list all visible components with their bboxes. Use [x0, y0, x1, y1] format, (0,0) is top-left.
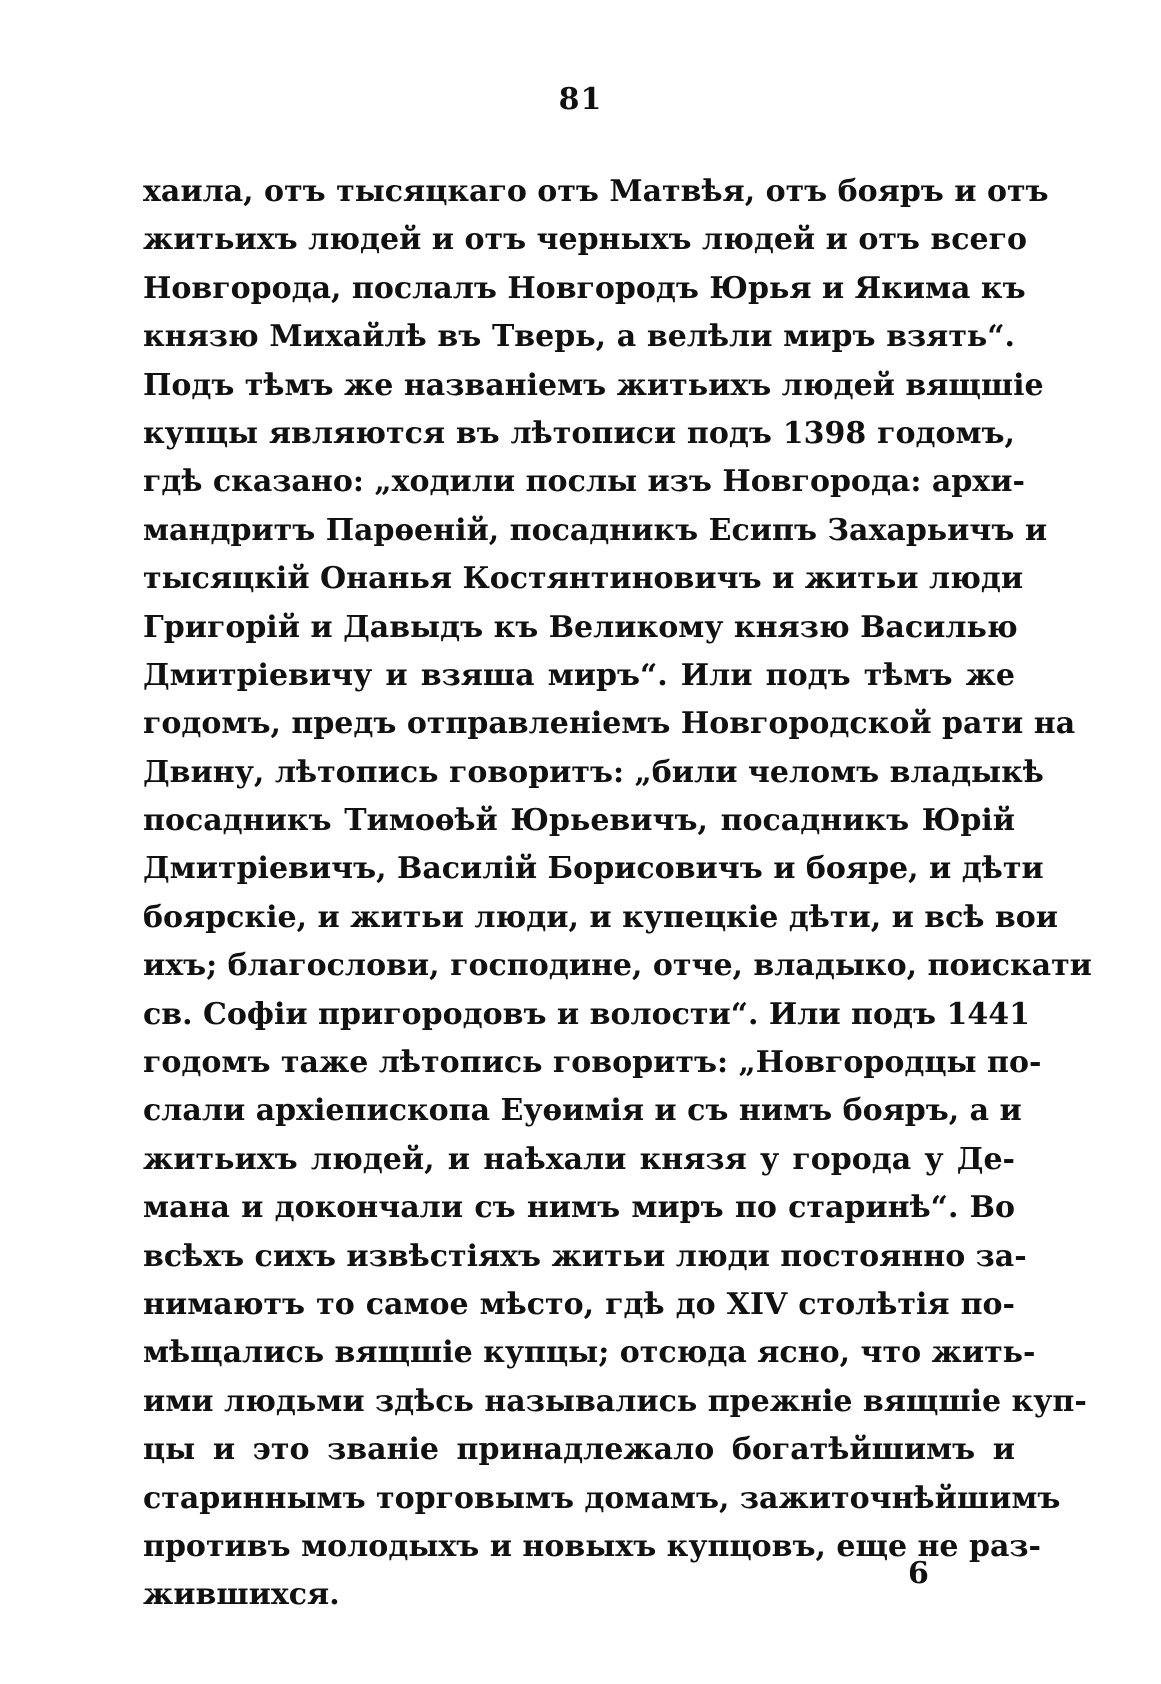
text-line: ими людьми здѣсь назывались прежніе вящшіе куп-	[143, 1383, 1087, 1419]
text-line: хаила, отъ тысяцкаго отъ Матвѣя, отъ бояръ и отъ	[143, 174, 1049, 209]
text-line: боярскіе, и житьи люди, и купецкіе дѣти, и всѣ вои	[143, 899, 1059, 935]
text-line: Двину, лѣтопись говоритъ: „били челомъ владыкѣ	[143, 754, 1044, 790]
text-line: мѣщались вящшіе купцы; отсюда ясно, что жить-	[143, 1335, 1036, 1371]
text-line: мана и докончали съ нимъ миръ по старинѣ“. Во	[143, 1190, 1015, 1226]
text-line: св. Софіи пригородовъ и волости“. Или подъ 1441	[143, 996, 1030, 1032]
text-line: Дмитріевичъ, Василій Борисовичъ и бояре, и дѣти	[143, 851, 1044, 887]
text-line: стариннымъ торговымъ домамъ, зажиточнѣйшимъ	[143, 1480, 1061, 1516]
text-line: жившихся.	[143, 1577, 340, 1613]
text-line: посадникъ Тимоѳѣй Юрьевичъ, посадникъ Юрій	[143, 803, 1015, 839]
text-line: противъ молодыхъ и новыхъ купцовъ, еще не раз-	[143, 1528, 1041, 1564]
text-line: князю Михайлѣ въ Тверь, а велѣли миръ взять“.	[143, 319, 1015, 355]
text-line: Новгорода, послалъ Новгородъ Юрья и Якима къ	[143, 270, 1026, 306]
signature-mark: 6	[908, 1556, 929, 1591]
body-text	[143, 168, 1092, 1620]
page-number: 81	[558, 82, 603, 117]
text-line: цы и это званіе принадлежало богатѣйшимъ и	[143, 1432, 1015, 1468]
text-line: нимаютъ то самое мѣсто, гдѣ до XIV столѣтія по-	[143, 1286, 1015, 1322]
text-line: Григорій и Давыдъ къ Великому князю Василью	[143, 609, 1018, 645]
text-line: тысяцкій Онанья Костянтиновичъ и житьи люди	[143, 561, 1024, 597]
text-line: купцы являются въ лѣтописи подъ 1398 годомъ,	[143, 415, 1015, 451]
text-line: слали архіепископа Еуѳимія и съ нимъ бояръ, а и	[143, 1093, 1022, 1129]
text-line: гдѣ сказано: „ходили послы изъ Новгорода: архи-	[143, 464, 1025, 500]
text-line: годомъ, предъ отправленіемъ Новгородской рати на	[143, 706, 1076, 742]
text-line: житьихъ людей, и наѣхали князя у города у Де-	[143, 1141, 1015, 1177]
text-line: мандритъ Парѳеній, посадникъ Есипъ Захарьичъ и	[143, 512, 1048, 548]
text-line: Подъ тѣмъ же названіемъ житьихъ людей вящшіе	[143, 367, 1044, 403]
text-line: ихъ; благослови, господине, отче, владыко, поискати	[143, 948, 1092, 984]
text-line: Дмитріевичу и взяша миръ“. Или подъ тѣмъ же	[143, 657, 1015, 693]
text-line: годомъ таже лѣтопись говоритъ: „Новгородцы по-	[143, 1045, 1042, 1081]
text-line: всѣхъ сихъ извѣстіяхъ житьи люди постоянно за-	[143, 1238, 1027, 1274]
text-line: житьихъ людей и отъ черныхъ людей и отъ всего	[143, 222, 1027, 258]
